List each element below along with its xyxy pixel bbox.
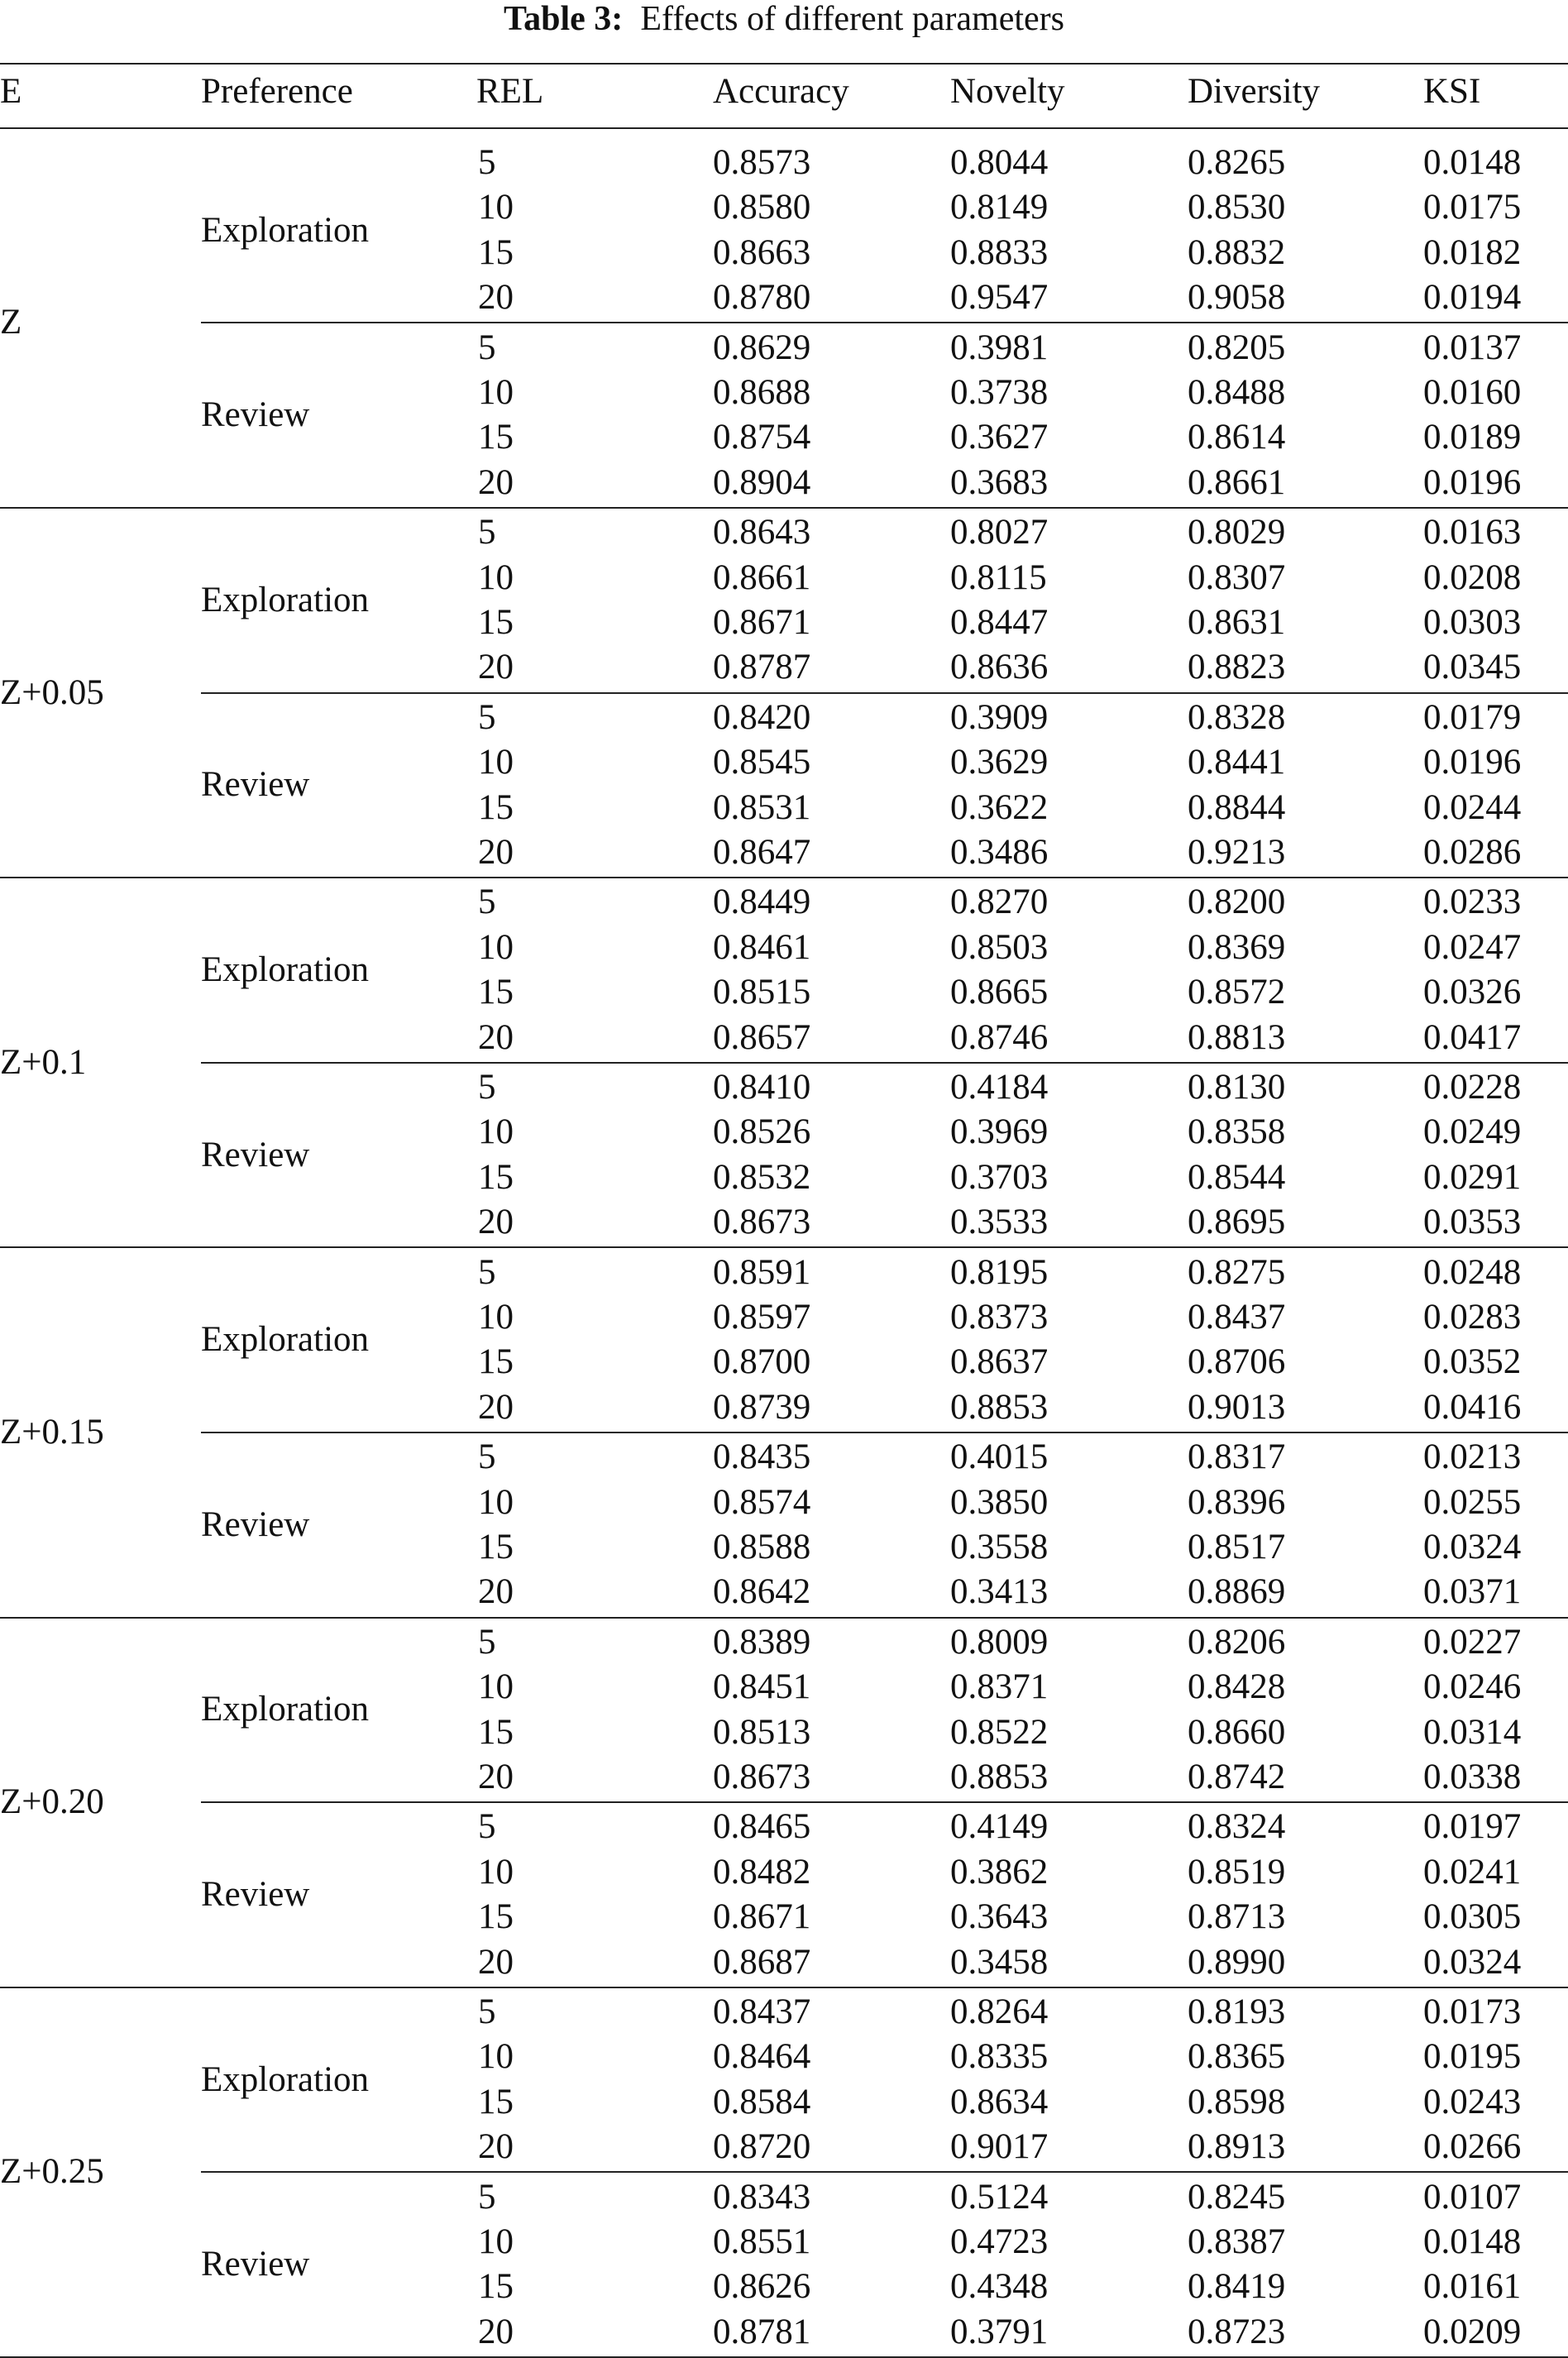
cell-accuracy: 0.8513 — [713, 1712, 811, 1752]
cell-diversity: 0.8869 — [1188, 1572, 1286, 1612]
cell-novelty: 0.3791 — [950, 2312, 1049, 2351]
cell-diversity: 0.8205 — [1188, 328, 1286, 367]
cell-diversity: 0.8723 — [1188, 2312, 1286, 2351]
cell-rel: 5 — [478, 1807, 496, 1847]
cell-ksi: 0.0249 — [1423, 1112, 1522, 1152]
cell-diversity: 0.8419 — [1188, 2267, 1286, 2307]
cell-ksi: 0.0196 — [1423, 462, 1522, 502]
cell-diversity: 0.8307 — [1188, 557, 1286, 597]
cell-novelty: 0.8115 — [950, 557, 1047, 597]
cell-accuracy: 0.8410 — [713, 1068, 811, 1107]
cell-diversity: 0.9013 — [1188, 1387, 1286, 1427]
cell-accuracy: 0.8687 — [713, 1942, 811, 1982]
cell-novelty: 0.8853 — [950, 1387, 1049, 1427]
cell-diversity: 0.8631 — [1188, 603, 1286, 642]
cell-diversity: 0.8358 — [1188, 1112, 1286, 1152]
cell-novelty: 0.8853 — [950, 1758, 1049, 1796]
cell-accuracy: 0.8673 — [713, 1758, 811, 1796]
cell-ksi: 0.0324 — [1423, 1528, 1522, 1566]
cell-e: Z+0.20 — [0, 1782, 104, 1822]
cell-ksi: 0.0196 — [1423, 743, 1522, 782]
cell-novelty: 0.3981 — [950, 328, 1049, 367]
cell-rel: 20 — [478, 1942, 514, 1982]
cell-preference: Review — [201, 1135, 310, 1174]
cell-ksi: 0.0107 — [1423, 2177, 1522, 2217]
group-rule — [0, 507, 1568, 509]
cell-accuracy: 0.8588 — [713, 1528, 811, 1566]
cell-accuracy: 0.8597 — [713, 1298, 811, 1337]
cell-diversity: 0.8387 — [1188, 2222, 1286, 2261]
cell-ksi: 0.0305 — [1423, 1897, 1522, 1937]
cell-novelty: 0.4184 — [950, 1068, 1049, 1107]
header-preference: Preference — [201, 72, 353, 111]
cell-ksi: 0.0371 — [1423, 1572, 1522, 1612]
cell-preference: Review — [201, 1504, 310, 1544]
header-novelty: Novelty — [950, 72, 1065, 111]
cell-ksi: 0.0291 — [1423, 1157, 1522, 1197]
cell-ksi: 0.0326 — [1423, 973, 1522, 1012]
cell-ksi: 0.0233 — [1423, 882, 1522, 922]
header-e: E — [0, 72, 22, 111]
cell-rel: 10 — [478, 1852, 514, 1892]
block-rule — [201, 1801, 1568, 1803]
cell-accuracy: 0.8573 — [713, 143, 811, 182]
cell-rel: 15 — [478, 603, 514, 642]
cell-rel: 5 — [478, 1622, 496, 1662]
cell-diversity: 0.8844 — [1188, 787, 1286, 827]
cell-accuracy: 0.8591 — [713, 1252, 811, 1292]
cell-accuracy: 0.8464 — [713, 2037, 811, 2077]
cell-novelty: 0.8634 — [950, 2082, 1049, 2121]
cell-diversity: 0.8706 — [1188, 1342, 1286, 1382]
cell-diversity: 0.8396 — [1188, 1482, 1286, 1522]
cell-ksi: 0.0338 — [1423, 1758, 1522, 1796]
cell-novelty: 0.8335 — [950, 2037, 1049, 2077]
cell-ksi: 0.0213 — [1423, 1437, 1522, 1477]
table-caption — [0, 0, 1568, 38]
cell-rel: 10 — [478, 1112, 514, 1152]
cell-diversity: 0.8275 — [1188, 1252, 1286, 1292]
cell-rel: 5 — [478, 1252, 496, 1292]
cell-rel: 5 — [478, 1068, 496, 1107]
table-caption-label: Table 3: — [503, 0, 624, 38]
table-caption-text: Effects of different parameters — [640, 0, 1065, 38]
cell-ksi: 0.0247 — [1423, 927, 1522, 967]
cell-rel: 15 — [478, 418, 514, 457]
cell-novelty: 0.4149 — [950, 1807, 1049, 1847]
cell-diversity: 0.8813 — [1188, 1017, 1286, 1057]
cell-novelty: 0.8746 — [950, 1017, 1049, 1057]
cell-accuracy: 0.8526 — [713, 1112, 811, 1152]
cell-accuracy: 0.8781 — [713, 2312, 811, 2351]
cell-rel: 5 — [478, 1437, 496, 1477]
cell-ksi: 0.0208 — [1423, 557, 1522, 597]
cell-accuracy: 0.8671 — [713, 603, 811, 642]
cell-diversity: 0.8206 — [1188, 1622, 1286, 1662]
cell-e: Z+0.15 — [0, 1413, 104, 1452]
cell-diversity: 0.8324 — [1188, 1807, 1286, 1847]
cell-novelty: 0.8027 — [950, 513, 1049, 552]
cell-ksi: 0.0175 — [1423, 188, 1522, 227]
cell-ksi: 0.0266 — [1423, 2127, 1522, 2167]
cell-preference: Exploration — [201, 950, 370, 989]
cell-accuracy: 0.8642 — [713, 1572, 811, 1612]
cell-diversity: 0.8130 — [1188, 1068, 1286, 1107]
cell-rel: 10 — [478, 1667, 514, 1707]
cell-ksi: 0.0137 — [1423, 328, 1522, 367]
cell-rel: 10 — [478, 188, 514, 227]
cell-diversity: 0.8614 — [1188, 418, 1286, 457]
cell-rel: 15 — [478, 1712, 514, 1752]
cell-diversity: 0.8245 — [1188, 2177, 1286, 2217]
cell-ksi: 0.0283 — [1423, 1298, 1522, 1337]
cell-ksi: 0.0163 — [1423, 513, 1522, 552]
table-top-rule — [0, 63, 1568, 65]
cell-novelty: 0.8373 — [950, 1298, 1049, 1337]
cell-ksi: 0.0248 — [1423, 1252, 1522, 1292]
group-rule — [0, 1246, 1568, 1248]
cell-diversity: 0.8317 — [1188, 1437, 1286, 1477]
cell-ksi: 0.0148 — [1423, 143, 1522, 182]
cell-diversity: 0.8437 — [1188, 1298, 1286, 1337]
cell-novelty: 0.3969 — [950, 1112, 1049, 1152]
cell-accuracy: 0.8673 — [713, 1203, 811, 1242]
cell-diversity: 0.8695 — [1188, 1203, 1286, 1242]
cell-rel: 15 — [478, 1528, 514, 1566]
cell-rel: 20 — [478, 278, 514, 318]
cell-ksi: 0.0243 — [1423, 2082, 1522, 2121]
cell-preference: Review — [201, 1875, 310, 1914]
cell-ksi: 0.0352 — [1423, 1342, 1522, 1382]
block-rule — [201, 322, 1568, 323]
cell-accuracy: 0.8787 — [713, 648, 811, 687]
cell-novelty: 0.8503 — [950, 927, 1049, 967]
cell-diversity: 0.9213 — [1188, 833, 1286, 872]
header-ksi: KSI — [1423, 72, 1481, 111]
cell-accuracy: 0.8780 — [713, 278, 811, 318]
cell-rel: 10 — [478, 373, 514, 412]
cell-accuracy: 0.8343 — [713, 2177, 811, 2217]
cell-accuracy: 0.8754 — [713, 418, 811, 457]
cell-diversity: 0.8265 — [1188, 143, 1286, 182]
cell-accuracy: 0.8437 — [713, 1992, 811, 2031]
cell-accuracy: 0.8661 — [713, 557, 811, 597]
cell-ksi: 0.0209 — [1423, 2312, 1522, 2351]
cell-rel: 5 — [478, 697, 496, 737]
group-rule — [0, 1617, 1568, 1619]
cell-preference: Review — [201, 765, 310, 805]
block-rule — [201, 1432, 1568, 1433]
cell-novelty: 0.4015 — [950, 1437, 1049, 1477]
cell-preference: Exploration — [201, 580, 370, 619]
cell-rel: 10 — [478, 2222, 514, 2261]
cell-novelty: 0.3629 — [950, 743, 1049, 782]
cell-rel: 5 — [478, 513, 496, 552]
cell-novelty: 0.3458 — [950, 1942, 1049, 1982]
cell-ksi: 0.0173 — [1423, 1992, 1522, 2031]
cell-ksi: 0.0314 — [1423, 1712, 1522, 1752]
cell-accuracy: 0.8531 — [713, 787, 811, 827]
block-rule — [201, 692, 1568, 694]
cell-accuracy: 0.8739 — [713, 1387, 811, 1427]
cell-diversity: 0.8365 — [1188, 2037, 1286, 2077]
cell-accuracy: 0.8700 — [713, 1342, 811, 1382]
cell-novelty: 0.5124 — [950, 2177, 1049, 2217]
cell-diversity: 0.8742 — [1188, 1758, 1286, 1796]
cell-ksi: 0.0160 — [1423, 373, 1522, 412]
cell-novelty: 0.3683 — [950, 462, 1049, 502]
cell-accuracy: 0.8671 — [713, 1897, 811, 1937]
cell-rel: 10 — [478, 927, 514, 967]
cell-rel: 20 — [478, 1758, 514, 1796]
cell-ksi: 0.0189 — [1423, 418, 1522, 457]
cell-preference: Exploration — [201, 1690, 370, 1729]
header-accuracy: Accuracy — [713, 72, 849, 111]
cell-diversity: 0.8990 — [1188, 1942, 1286, 1982]
cell-rel: 10 — [478, 1482, 514, 1522]
cell-ksi: 0.0161 — [1423, 2267, 1522, 2307]
cell-e: Z+0.25 — [0, 2152, 104, 2192]
cell-ksi: 0.0195 — [1423, 2037, 1522, 2077]
cell-rel: 15 — [478, 1342, 514, 1382]
cell-accuracy: 0.8449 — [713, 882, 811, 922]
cell-diversity: 0.8193 — [1188, 1992, 1286, 2031]
cell-accuracy: 0.8643 — [713, 513, 811, 552]
cell-ksi: 0.0353 — [1423, 1203, 1522, 1242]
cell-novelty: 0.9017 — [950, 2127, 1049, 2167]
cell-rel: 15 — [478, 787, 514, 827]
cell-diversity: 0.8029 — [1188, 513, 1286, 552]
cell-rel: 20 — [478, 833, 514, 872]
cell-accuracy: 0.8515 — [713, 973, 811, 1012]
cell-accuracy: 0.8465 — [713, 1807, 811, 1847]
cell-diversity: 0.8661 — [1188, 462, 1286, 502]
cell-diversity: 0.8517 — [1188, 1528, 1286, 1566]
cell-rel: 20 — [478, 2312, 514, 2351]
cell-preference: Review — [201, 2245, 310, 2284]
cell-accuracy: 0.8663 — [713, 232, 811, 272]
cell-rel: 15 — [478, 973, 514, 1012]
cell-ksi: 0.0324 — [1423, 1942, 1522, 1982]
cell-diversity: 0.8913 — [1188, 2127, 1286, 2167]
cell-accuracy: 0.8647 — [713, 833, 811, 872]
cell-accuracy: 0.8580 — [713, 188, 811, 227]
cell-rel: 5 — [478, 1992, 496, 2031]
cell-diversity: 0.8823 — [1188, 648, 1286, 687]
cell-novelty: 0.9547 — [950, 278, 1049, 318]
cell-novelty: 0.8270 — [950, 882, 1049, 922]
cell-accuracy: 0.8545 — [713, 743, 811, 782]
cell-rel: 15 — [478, 1897, 514, 1937]
cell-novelty: 0.3622 — [950, 787, 1049, 827]
cell-novelty: 0.8665 — [950, 973, 1049, 1012]
cell-novelty: 0.3643 — [950, 1897, 1049, 1937]
cell-novelty: 0.3533 — [950, 1203, 1049, 1242]
cell-ksi: 0.0241 — [1423, 1852, 1522, 1892]
cell-rel: 20 — [478, 1017, 514, 1057]
cell-ksi: 0.0179 — [1423, 697, 1522, 737]
header-rel: REL — [476, 72, 544, 111]
cell-diversity: 0.8369 — [1188, 927, 1286, 967]
block-rule — [201, 1062, 1568, 1064]
cell-accuracy: 0.8461 — [713, 927, 811, 967]
cell-diversity: 0.8328 — [1188, 697, 1286, 737]
cell-novelty: 0.3558 — [950, 1528, 1049, 1566]
cell-diversity: 0.8530 — [1188, 188, 1286, 227]
cell-diversity: 0.8519 — [1188, 1852, 1286, 1892]
cell-novelty: 0.8636 — [950, 648, 1049, 687]
group-rule — [0, 1987, 1568, 1988]
cell-diversity: 0.8200 — [1188, 882, 1286, 922]
cell-novelty: 0.4348 — [950, 2267, 1049, 2307]
cell-rel: 20 — [478, 1572, 514, 1612]
cell-diversity: 0.8544 — [1188, 1157, 1286, 1197]
cell-ksi: 0.0286 — [1423, 833, 1522, 872]
cell-accuracy: 0.8629 — [713, 328, 811, 367]
cell-accuracy: 0.8420 — [713, 697, 811, 737]
cell-accuracy: 0.8435 — [713, 1437, 811, 1477]
cell-ksi: 0.0244 — [1423, 787, 1522, 827]
cell-novelty: 0.8149 — [950, 188, 1049, 227]
cell-rel: 5 — [478, 2177, 496, 2217]
cell-ksi: 0.0303 — [1423, 603, 1522, 642]
cell-novelty: 0.4723 — [950, 2222, 1049, 2261]
cell-rel: 20 — [478, 1387, 514, 1427]
cell-ksi: 0.0182 — [1423, 232, 1522, 272]
header-rule — [0, 127, 1568, 129]
cell-novelty: 0.3738 — [950, 373, 1049, 412]
cell-preference: Exploration — [201, 2059, 370, 2099]
cell-diversity: 0.8598 — [1188, 2082, 1286, 2121]
cell-rel: 15 — [478, 232, 514, 272]
cell-novelty: 0.8637 — [950, 1342, 1049, 1382]
cell-novelty: 0.8009 — [950, 1622, 1049, 1662]
cell-accuracy: 0.8482 — [713, 1852, 811, 1892]
cell-preference: Exploration — [201, 1320, 370, 1360]
cell-novelty: 0.3486 — [950, 833, 1049, 872]
cell-ksi: 0.0227 — [1423, 1622, 1522, 1662]
cell-ksi: 0.0246 — [1423, 1667, 1522, 1707]
cell-e: Z — [0, 303, 22, 342]
cell-novelty: 0.3909 — [950, 697, 1049, 737]
cell-accuracy: 0.8451 — [713, 1667, 811, 1707]
cell-rel: 15 — [478, 1157, 514, 1197]
cell-accuracy: 0.8584 — [713, 2082, 811, 2121]
block-rule — [201, 2171, 1568, 2173]
group-rule — [0, 877, 1568, 878]
cell-accuracy: 0.8574 — [713, 1482, 811, 1522]
cell-diversity: 0.8832 — [1188, 232, 1286, 272]
cell-ksi: 0.0197 — [1423, 1807, 1522, 1847]
cell-rel: 5 — [478, 882, 496, 922]
cell-accuracy: 0.8532 — [713, 1157, 811, 1197]
cell-accuracy: 0.8389 — [713, 1622, 811, 1662]
cell-rel: 20 — [478, 2127, 514, 2167]
cell-diversity: 0.8428 — [1188, 1667, 1286, 1707]
cell-rel: 20 — [478, 1203, 514, 1242]
cell-rel: 15 — [478, 2267, 514, 2307]
cell-diversity: 0.8441 — [1188, 743, 1286, 782]
cell-rel: 10 — [478, 1298, 514, 1337]
cell-ksi: 0.0148 — [1423, 2222, 1522, 2261]
cell-accuracy: 0.8904 — [713, 462, 811, 502]
cell-rel: 10 — [478, 743, 514, 782]
cell-rel: 20 — [478, 648, 514, 687]
cell-preference: Exploration — [201, 210, 370, 250]
cell-diversity: 0.8660 — [1188, 1712, 1286, 1752]
cell-rel: 5 — [478, 328, 496, 367]
cell-novelty: 0.8195 — [950, 1252, 1049, 1292]
cell-diversity: 0.8488 — [1188, 373, 1286, 412]
cell-novelty: 0.8833 — [950, 232, 1049, 272]
header-diversity: Diversity — [1188, 72, 1321, 111]
cell-rel: 5 — [478, 143, 496, 182]
cell-novelty: 0.3703 — [950, 1157, 1049, 1197]
cell-novelty: 0.3627 — [950, 418, 1049, 457]
cell-novelty: 0.8522 — [950, 1712, 1049, 1752]
cell-preference: Review — [201, 395, 310, 435]
cell-ksi: 0.0255 — [1423, 1482, 1522, 1522]
cell-novelty: 0.3862 — [950, 1852, 1049, 1892]
cell-rel: 15 — [478, 2082, 514, 2121]
cell-ksi: 0.0417 — [1423, 1017, 1522, 1057]
cell-ksi: 0.0228 — [1423, 1068, 1522, 1107]
cell-diversity: 0.8572 — [1188, 973, 1286, 1012]
cell-accuracy: 0.8688 — [713, 373, 811, 412]
cell-ksi: 0.0194 — [1423, 278, 1522, 318]
cell-ksi: 0.0345 — [1423, 648, 1522, 687]
cell-rel: 10 — [478, 557, 514, 597]
cell-diversity: 0.8713 — [1188, 1897, 1286, 1937]
cell-accuracy: 0.8551 — [713, 2222, 811, 2261]
cell-ksi: 0.0416 — [1423, 1387, 1522, 1427]
cell-novelty: 0.8044 — [950, 143, 1049, 182]
cell-novelty: 0.3850 — [950, 1482, 1049, 1522]
cell-novelty: 0.8447 — [950, 603, 1049, 642]
cell-novelty: 0.3413 — [950, 1572, 1049, 1612]
cell-rel: 10 — [478, 2037, 514, 2077]
cell-diversity: 0.9058 — [1188, 278, 1286, 318]
cell-novelty: 0.8264 — [950, 1992, 1049, 2031]
cell-accuracy: 0.8720 — [713, 2127, 811, 2167]
cell-accuracy: 0.8657 — [713, 1017, 811, 1057]
cell-rel: 20 — [478, 462, 514, 502]
cell-e: Z+0.1 — [0, 1042, 87, 1082]
cell-accuracy: 0.8626 — [713, 2267, 811, 2307]
cell-novelty: 0.8371 — [950, 1667, 1049, 1707]
cell-e: Z+0.05 — [0, 672, 104, 712]
